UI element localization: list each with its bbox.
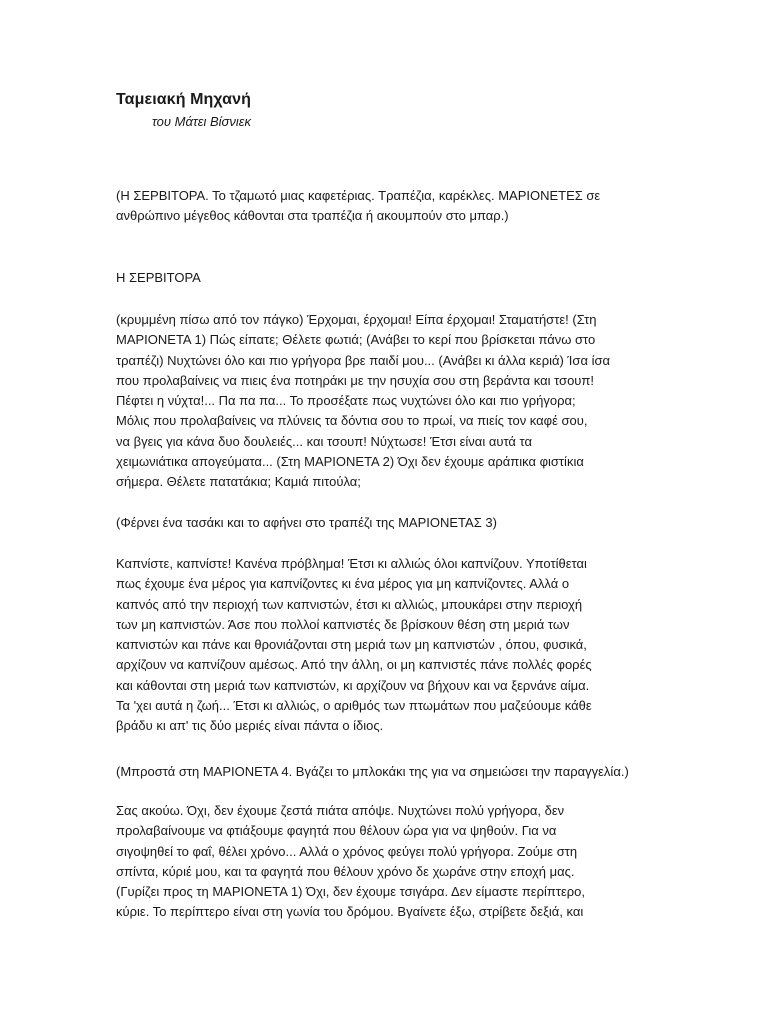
- text-line: Σας ακούω. Όχι, δεν έχουμε ζεστά πιάτα απόψε. Νυχτώνει πολύ γρήγορα, δεν: [116, 803, 565, 818]
- text-line: ανθρώπινο μέγεθος κάθονται στα τραπέζια ή ακουμπούν στο μπαρ.): [116, 208, 509, 224]
- dialogue-paragraph: [116, 554, 656, 737]
- text-line: Τα 'χει αυτά η ζωή... Έτσι κι αλλιώς, ο αριθμός των πτωμάτων που μαζεύουμε κάθε: [116, 698, 592, 714]
- text-line: πως έχουμε ένα μέρος για καπνίζοντες κι ένα μέρος για μη καπνίζοντες. Αλλά ο: [116, 576, 570, 592]
- character-name: [116, 268, 656, 288]
- text-line: των μη καπνιστών. Άσε που πολλοί καπνιστές δε βρίσκουν θέση στη μεριά των: [116, 616, 570, 632]
- dialogue-paragraph: [116, 310, 656, 493]
- text-line: βράδυ κι απ' τις δύο μεριές είναι πάντα ο ίδιος.: [116, 718, 384, 734]
- stage-direction-opening: [116, 186, 656, 227]
- text-line: Μόλις που προλαβαίνεις να πλύνεις τα δόντια σου το πρωί, να πιείς τον καφέ σου,: [116, 413, 588, 429]
- text-line: (Η ΣΕΡΒΙΤΟΡΑ. Το τζαμωτό μιας καφετέριας. Τραπέζια, καρέκλες. ΜΑΡΙΟΝΕΤΕΣ σε: [116, 188, 601, 203]
- text-line: σήμερα. Θέλετε πατατάκια; Καμιά πιτούλα;: [116, 474, 361, 490]
- text-line: και κάθονται στη μεριά των καπνιστών, κι αρχίζουν να βήχουν και να ξερνάνε αίμα.: [116, 677, 590, 693]
- text-line: τραπέζι) Νυχτώνει όλο και πιο γρήγορα βρε παιδί μου... (Ανάβει κι άλλα κεριά) Ίσα ίσα: [116, 352, 610, 368]
- text-line: καπνός από την περιοχή των καπνιστών, έτσι κι αλλιώς, μπουκάρει στην περιοχή: [116, 596, 583, 612]
- text-line: ΜΑΡΙΟΝΕΤΑ 1) Πώς είπατε; Θέλετε φωτιά; (Ανάβει το κερί που βρίσκεται πάνω στο: [116, 332, 596, 348]
- text-line: κύριε. Το περίπτερο είναι στη γωνία του δρόμου. Βγαίνετε έξω, στρίβετε δεξιά, και: [116, 904, 584, 920]
- text-line: αρχίζουν να καπνίζουν αμέσως. Από την άλλη, οι μη καπνιστές πάνε πολλές φορές: [116, 657, 592, 673]
- dialogue-paragraph: [116, 801, 656, 923]
- text-line: Πέφτει η νύχτα!... Πα πα πα... Το προσέξατε πως νυχτώνει όλο και πιο γρήγορα;: [116, 393, 576, 409]
- text-line: (κρυμμένη πίσω από τον πάγκο) Έρχομαι, έρχομαι! Είπα έρχομαι! Σταματήστε! (Στη: [116, 312, 597, 327]
- text-line: προλαβαίνουμε να φτιάξουμε φαγητά που θέλουν ώρα για να ψηθούν. Για να: [116, 823, 557, 839]
- text-line: που προλαβαίνεις να πιεις ένα ποτηράκι με την ησυχία σου στη βεράντα και τσουπ!: [116, 372, 594, 388]
- text-line: σιγοψηθεί το φαΐ, θέλει χρόνο... Αλλά ο χρόνος φεύγει πολύ γρήγορα. Ζούμε στη: [116, 843, 578, 859]
- document-title: Ταμειακή Μηχανή: [116, 91, 251, 108]
- text-line: (Φέρνει ένα τασάκι και το αφήνει στο τραπέζι της ΜΑΡΙΟΝΕΤΑΣ 3): [116, 515, 497, 530]
- stage-direction: [116, 513, 656, 533]
- text-line: (Γυρίζει προς τη ΜΑΡΙΟΝΕΤΑ 1) Όχι, δεν έχουμε τσιγάρα. Δεν είμαστε περίπτερο,: [116, 884, 586, 900]
- text-line: σπίντα, κύριέ μου, και τα φαγητά που θέλουν χρόνο δε χωράνε στην εποχή μας.: [116, 863, 575, 879]
- text-line: Η ΣΕΡΒΙΤΟΡΑ: [116, 270, 201, 285]
- document-author: του Μάτει Βίσνιεκ: [152, 114, 251, 129]
- text-line: καπνιστών και πάνε και θρονιάζονται στη μεριά των μη καπνιστών , όπου, φυσικά,: [116, 637, 587, 653]
- text-line: (Μπροστά στη ΜΑΡΙΟΝΕΤΑ 4. Βγάζει το μπλοκάκι της για να σημειώσει την παραγγελία.): [116, 764, 629, 779]
- text-line: Καπνίστε, καπνίστε! Κανένα πρόβλημα! Έτσι κι αλλιώς όλοι καπνίζουν. Υποτίθεται: [116, 556, 587, 571]
- text-line: να βγεις για κάνα δυο δουλειές... και τσουπ! Νύχτωσε! Έτσι είναι αυτά τα: [116, 433, 532, 449]
- text-line: χειμωνιάτικα απογεύματα... (Στη ΜΑΡΙΟΝΕΤΑ 2) Όχι δεν έχουμε αράπικα φιστίκια: [116, 454, 584, 470]
- stage-direction: [116, 762, 656, 782]
